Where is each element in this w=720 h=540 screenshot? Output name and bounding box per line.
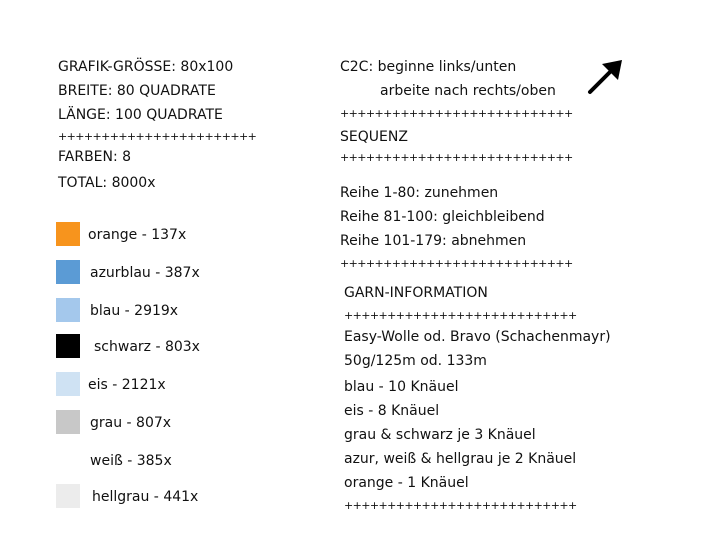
color-label: grau - 807x [90, 415, 172, 431]
yarn-line-4: eis - 8 Knäuel [344, 403, 440, 419]
color-swatch [56, 222, 80, 246]
color-swatch [56, 260, 80, 284]
yarn-line-2: 50g/125m od. 133m [344, 353, 487, 369]
left-separator: +++++++++++++++++++++++ [58, 130, 257, 143]
color-swatch [56, 410, 80, 434]
c2c-line-1: C2C: beginne links/unten [340, 59, 517, 75]
color-label: orange - 137x [88, 227, 187, 243]
color-swatch [56, 298, 80, 322]
color-swatch [56, 372, 80, 396]
yarn-line-7: orange - 1 Knäuel [344, 475, 469, 491]
separator-5: +++++++++++++++++++++++++++ [344, 499, 577, 512]
yarn-line-1: Easy-Wolle od. Bravo (Schachenmayr) [344, 329, 611, 345]
separator-1: +++++++++++++++++++++++++++ [340, 107, 573, 120]
yarn-line-3: blau - 10 Knäuel [344, 379, 459, 395]
separator-2: +++++++++++++++++++++++++++ [340, 151, 573, 164]
sequence-row-1: Reihe 1-80: zunehmen [340, 185, 499, 201]
color-label: eis - 2121x [88, 377, 166, 393]
laenge-text: LÄNGE: 100 QUADRATE [58, 107, 223, 123]
color-label: hellgrau - 441x [92, 489, 199, 505]
arrow-up-right-icon [586, 56, 626, 96]
sequence-row-3: Reihe 101-179: abnehmen [340, 233, 527, 249]
color-label: weiß - 385x [90, 453, 172, 469]
color-label: blau - 2919x [90, 303, 179, 319]
garn-information-title: GARN-INFORMATION [344, 285, 488, 301]
color-label: schwarz - 803x [94, 339, 200, 355]
color-label: azurblau - 387x [90, 265, 200, 281]
total-text: TOTAL: 8000x [58, 175, 156, 191]
farben-text: FARBEN: 8 [58, 149, 132, 165]
sequenz-title: SEQUENZ [340, 129, 408, 145]
sequence-row-2: Reihe 81-100: gleichbleibend [340, 209, 545, 225]
separator-4: +++++++++++++++++++++++++++ [344, 309, 577, 322]
breite-text: BREITE: 80 QUADRATE [58, 83, 216, 99]
color-swatch [56, 448, 80, 472]
c2c-line-2: arbeite nach rechts/oben [380, 83, 556, 99]
yarn-line-5: grau & schwarz je 3 Knäuel [344, 427, 536, 443]
separator-3: +++++++++++++++++++++++++++ [340, 257, 573, 270]
grafik-groesse-text: GRAFIK-GRÖSSE: 80x100 [58, 59, 234, 75]
yarn-line-6: azur, weiß & hellgrau je 2 Knäuel [344, 451, 577, 467]
color-swatch [56, 484, 80, 508]
color-swatch [56, 334, 80, 358]
